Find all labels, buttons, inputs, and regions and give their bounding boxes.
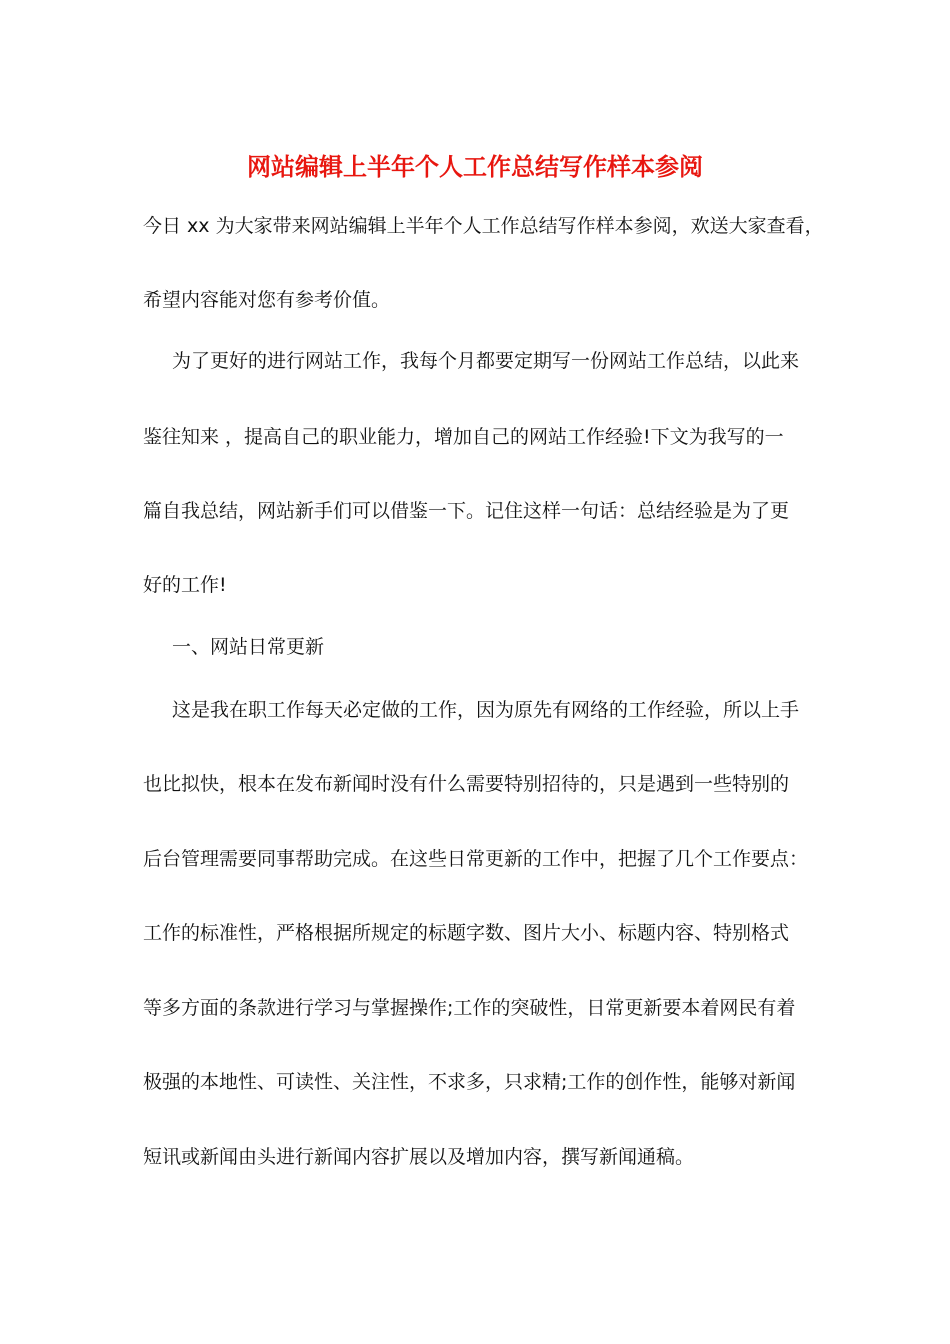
paragraph-line: 极强的本地性、可读性、关注性，不求多，只求精;工作的创作性，能够对新闻: [143, 1071, 796, 1093]
paragraph-line: 后台管理需要同事帮助完成。在这些日常更新的工作中，把握了几个工作要点：: [143, 848, 809, 870]
document-title: 网站编辑上半年个人工作总结写作样本参阅: [247, 152, 703, 181]
paragraph-line: 等多方面的条款进行学习与掌握操作;工作的突破性，日常更新要本着网民有着: [143, 997, 796, 1019]
paragraph-line: 也比拟快，根本在发布新闻时没有什么需要特别招待的，只是遇到一些特别的: [143, 773, 790, 795]
intro-line-2: 希望内容能对您有参考价值。: [143, 289, 391, 311]
intro-line-1: 今日 xx 为大家带来网站编辑上半年个人工作总结写作样本参阅，欢送大家查看，: [143, 215, 824, 237]
paragraph-line: 短讯或新闻由头进行新闻内容扩展以及增加内容，撰写新闻通稿。: [143, 1146, 695, 1168]
paragraph-line: 工作的标准性，严格根据所规定的标题字数、图片大小、标题内容、特别格式: [143, 922, 790, 944]
paragraph-line: 鉴往知来 ，提高自己的职业能力，增加自己的网站工作经验!下文为我写的一: [143, 426, 784, 448]
paragraph-line: 篇自我总结，网站新手们可以借鉴一下。记住这样一句话：总结经验是为了更: [143, 500, 790, 522]
paragraph-line: 好的工作!: [143, 574, 227, 596]
paragraph-line: 为了更好的进行网站工作，我每个月都要定期写一份网站工作总结，以此来: [172, 350, 800, 372]
section-heading: 一、网站日常更新: [172, 636, 325, 658]
paragraph-line: 这是我在职工作每天必定做的工作，因为原先有网络的工作经验，所以上手: [172, 699, 800, 721]
